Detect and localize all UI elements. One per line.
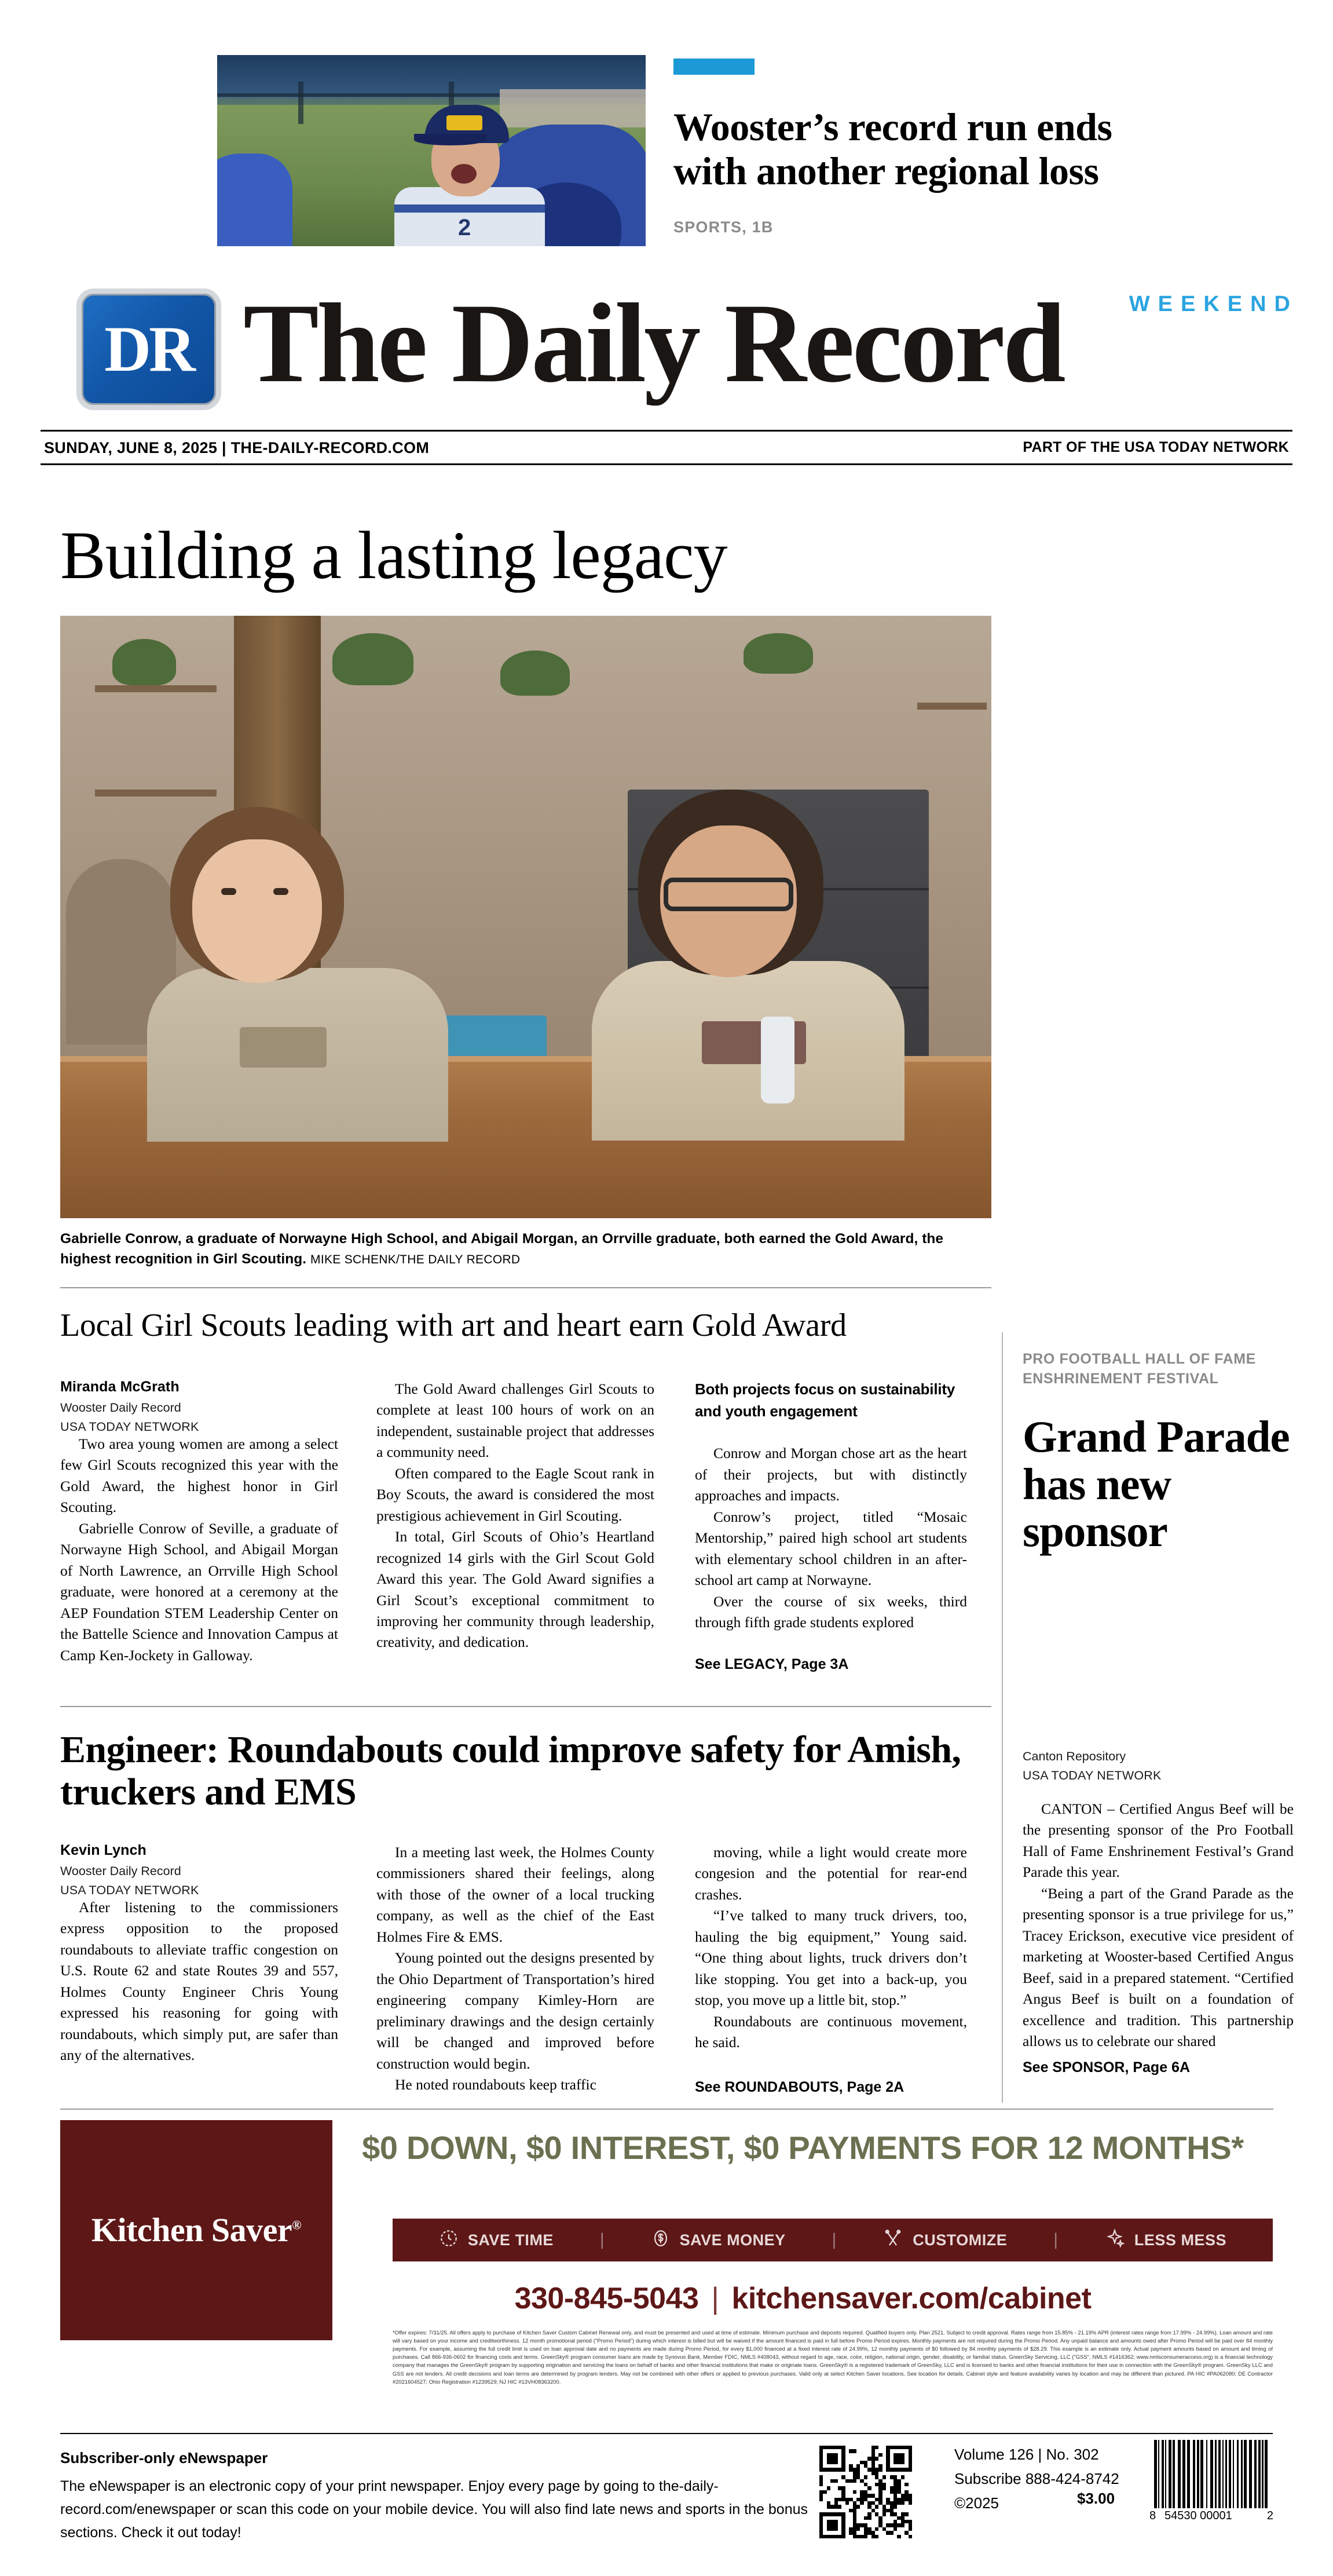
dr-logo-icon: [76, 288, 221, 410]
story2-c3-p3: Roundabouts are continuous movement, he said.: [695, 2012, 967, 2051]
story1-column-2: [376, 1379, 654, 1653]
masthead: [0, 272, 1333, 475]
story1-jumpline[interactable]: See LEGACY, Page 3A: [695, 1656, 849, 1673]
rail-jumpline[interactable]: See SPONSOR, Page 6A: [1023, 2059, 1191, 2076]
story2-byline-name: Kevin Lynch: [60, 1842, 147, 1858]
qr-code[interactable]: [819, 2446, 912, 2538]
copyright: ©2025: [954, 2494, 999, 2512]
ad-benefit-save-money: [651, 2228, 786, 2252]
newspaper-title: The Daily Record: [243, 280, 1064, 406]
lead-photo: [60, 616, 991, 1218]
kitchen-saver-advertisement[interactable]: [60, 2120, 1273, 2385]
story1-column-1: [60, 1434, 338, 1666]
story2-c2-p2: Young pointed out the designs presented by the Ohio Department of Transportation’s hired engineering company Kimley-Horn are preliminary drawings and the design certainly will be changed and improved before construction would begin.: [376, 1949, 654, 2072]
tools-icon: [882, 2228, 903, 2253]
edition-label: WEEKEND: [1129, 292, 1298, 316]
ad-website[interactable]: kitchensaver.com/cabinet: [731, 2282, 1092, 2315]
rail-byline-org: Canton Repository: [1023, 1749, 1126, 1763]
story2-column-1: [60, 1897, 338, 2066]
teaser-photo: 2: [217, 55, 646, 246]
story2-headline[interactable]: Engineer: Roundabouts could improve safety for Amish, truckers and EMS: [60, 1729, 961, 1813]
masthead-divider-bottom: [41, 463, 1292, 465]
ad-brand-name: Kitchen Saver: [91, 2210, 292, 2249]
story1-c2-p3: In total, Girl Scouts of Ohio’s Heartland recognized 14 girls with the Girl Scout Gold Award this year. The Gold Award signifies a Girl Scout’s exceptional commitment to improving her community through leadership, creativity, and dedication.: [376, 1528, 654, 1651]
story1-c2-p1: The Gold Award challenges Girl Scouts to complete at least 100 hours of work on an independent, sustainable project that addresses a community need.: [376, 1380, 654, 1461]
rail-p1: CANTON – Certified Angus Beef will be the presenting sponsor of the Pro Football Hall of Fame Enshrinement Festival’s Grand Parade this year.: [1023, 1800, 1294, 1881]
caption-text: Gabrielle Conrow, a graduate of Norwayne High School, and Abigail Morgan, an Orrville graduate, both earned the Gold Award, the highest recognition in Girl Scouting.: [60, 1231, 944, 1267]
teaser-section-label: SPORTS, 1B: [673, 218, 774, 236]
subscribe-phone: Subscribe 888-424-8742: [954, 2470, 1119, 2488]
ad-benefit-save-time: [439, 2228, 554, 2252]
story2-c2-p1: In a meeting last week, the Holmes County commissioners shared their feelings, along with those of the owner of a local trucking company, as well as the chief of the East Holmes Fire & EMS.: [376, 1844, 654, 1945]
story1-c3-p2: Conrow’s project, titled “Mosaic Mentorship,” paired high school art students with elementary school children in an after-school art camp at Norwayne.: [695, 1508, 967, 1589]
story1-headline[interactable]: Local Girl Scouts leading with art and heart earn Gold Award: [60, 1307, 847, 1343]
story1-c1-p1: Two area young women are among a select few Girl Scouts recognized this year with the Gold Award, the highest honor in Girl Scouting.: [60, 1435, 338, 1516]
footer-divider: [60, 2433, 1273, 2434]
ad-bar-separator: |: [1053, 2230, 1058, 2249]
rail-byline: [1023, 1749, 1295, 1783]
rail-p2: “Being a part of the Grand Parade as the presenting sponsor is a true privilege for us,” Tracey Erickson, executive vice president of marketing at Wooster-based Certified Angus Beef, said in a prepared statement. “Certified Angus Beef is built on a foundation of excellence and tradition. This partnership allows us to celebrate our shared: [1023, 1884, 1294, 2049]
footer-body: The eNewspaper is an electronic copy of your print newspaper. Enjoy every page by going to the-daily-record.com/enewspaper or scan this code on your mobile device. You will also find late news and sports in the bonus sections. Check it out today!: [60, 2478, 808, 2541]
cover-price: $3.00: [1077, 2490, 1115, 2507]
ad-bar-separator: |: [599, 2230, 605, 2249]
ad-benefit-label-1: SAVE TIME: [467, 2231, 554, 2249]
clock-icon: [439, 2228, 459, 2252]
rail-column: [1023, 1799, 1294, 2052]
divider-above-ad: [60, 2109, 1273, 2110]
story2-byline: [60, 1842, 303, 1898]
barcode-digit-left: 8: [1149, 2509, 1156, 2522]
story1-column-3: [695, 1379, 967, 1673]
story1-byline-org: Wooster Daily Record: [60, 1401, 181, 1415]
ad-benefit-label-4: LESS MESS: [1134, 2231, 1226, 2249]
story2-jumpline[interactable]: See ROUNDABOUTS, Page 2A: [695, 2078, 904, 2095]
lead-headline[interactable]: Building a lasting legacy: [60, 517, 727, 593]
story2-column-2: [376, 1842, 654, 2095]
story2-byline-network: USA TODAY NETWORK: [60, 1883, 199, 1897]
volume-number: Volume 126 | No. 302: [954, 2446, 1099, 2463]
barcode-digit-mid: 54530 00001: [1164, 2509, 1232, 2522]
story2-c1-p1: After listening to the commissioners express opposition to the proposed roundabouts to alleviate traffic congestion on U.S. Route 62 and state Routes 39 and 557, Holmes County Engineer Chris Young expressed his reasoning for going with roundabouts, which simply put, are safer than any of the alternatives.: [60, 1899, 338, 2064]
vertical-divider-rail: [1002, 1332, 1003, 2103]
photo-credit: MIKE SCHENK/THE DAILY RECORD: [310, 1252, 521, 1266]
ad-headline: $0 DOWN, $0 INTEREST, $0 PAYMENTS FOR 12 MONTHS*: [362, 2129, 1244, 2166]
network-label: PART OF THE USA TODAY NETWORK: [1023, 439, 1289, 455]
story1-byline: [60, 1379, 303, 1434]
dr-logo-text: DR: [104, 313, 193, 385]
story1-c3-p3: Over the course of six weeks, third through fifth grade students explored: [695, 1592, 967, 1631]
ad-benefit-less-mess: [1104, 2228, 1226, 2253]
story2-c2-p3: He noted roundabouts keep traffic: [395, 2076, 596, 2093]
story2-c3-p2: “I’ve talked to many truck drivers, too, hauling the big equipment,” Young said. “One thing about lights, truck drivers don’t like stopping. You get into a back-up, you stop, you move up a little bit, stop.”: [695, 1907, 967, 2009]
rail-kicker: PRO FOOTBALL HALL OF FAME ENSHRINEMENT FESTIVAL: [1023, 1351, 1256, 1387]
teaser-accent-rule: [673, 59, 755, 75]
story2-byline-org: Wooster Daily Record: [60, 1864, 181, 1878]
story1-byline-network: USA TODAY NETWORK: [60, 1420, 199, 1434]
ad-contact-line[interactable]: 330-845-5043 | kitchensaver.com/cabinet: [514, 2282, 1092, 2315]
lead-photo-caption: [60, 1229, 991, 1270]
publication-date: SUNDAY, JUNE 8, 2025 | THE-DAILY-RECORD.COM: [44, 439, 430, 456]
ad-fine-print: *Offer expires: 7/31/25. All offers apply to purchase of Kitchen Saver Custom Cabinet Renewal only, and must be presented and used at time of estimate. Minimum purchase and deposits required. Qualified buyers only. Plan 2521. Subject to credit approval. Rates range from 15.85% - 21.19% APR (interest rates range from 17.99% - 24.99%). Loan amount and rate will vary based on your income and creditworthiness. 12 month promotional period ("Promo Period") during which interest is billed but will be waived if the amount financed is paid in full before Promo Period expires. Monthly payments are not required during the Promo Period. Any unpaid balance and amounts owed after Promo Period will be paid over 84 monthly payments. For example, assuming the full credit limit is used on loan approval date and no payments are made during Promo Period, for every $1,000 financed at a fixed interest rate of 24.99%, 12 monthly payments of $0 followed by 84 monthly payments of $28.29. This example is an estimate only. Actual payment amounts based on amount and timing of purchases. Call 866-936-0602 for financing costs and terms. GreenSky® program consumer loans are made by Synovus Bank, Member FDIC, NMLS #408043, without regard to age, race, color, religion, national origin, gender, disability, or familial status. GreenSky Servicing, LLC ("GSS", NMLS #1416362; www.nmlsconsumeraccess.org) is a financial technology company that manages the GreenSky® program by supporting origination and servicing the loans on behalf of banks and other financial institutions that make or originate loans. GreenSky® is a registered trademark of GreenSky, LLC and is licensed to banks and other financial institutions for their use in connection with the GreenSky® program. GreenSky LLC and GSS are not lenders. All credit decisions and loan terms are determined by program lenders. May not be combined with other offers or applied to previous purchases. Valid only at select Kitchen Saver locations. See location for details. Cabinet style and feature availability varies by location and may be different than pictured. PA HIC #PA062080; DE Contractor #2021604527; Ohio Registration #1239529; NJ HIC #13VH08363200.: [393, 2329, 1273, 2385]
top-teaser: [0, 0, 1333, 266]
story1-c1-p2: Gabrielle Conrow of Seville, a graduate of Norwayne High School, and Abigail Morgan of North Lawrence, an Orrville High School graduate, were honored at a ceremony at the AEP Foundation STEM Leadership Center on the Battelle Science and Innovation Campus at Camp Ken-Jockety in Galloway.: [60, 1519, 338, 1664]
rail-headline[interactable]: Grand Parade has new sponsor: [1023, 1412, 1290, 1556]
rail-byline-network: USA TODAY NETWORK: [1023, 1769, 1162, 1782]
divider-above-story2: [60, 1706, 991, 1707]
story2-column-3: [695, 1842, 967, 2096]
ad-benefit-label-2: SAVE MONEY: [679, 2231, 786, 2249]
footer-title: Subscriber-only eNewspaper: [60, 2449, 268, 2467]
ad-phone[interactable]: 330-845-5043: [514, 2282, 699, 2315]
story1-byline-name: Miranda McGrath: [60, 1379, 180, 1395]
ad-benefit-customize: [882, 2228, 1007, 2253]
ad-brand-trademark: ®: [292, 2217, 302, 2232]
ad-bar-separator: |: [832, 2230, 837, 2249]
barcode: [1149, 2440, 1273, 2527]
barcode-digit-right: 2: [1266, 2509, 1273, 2522]
story1-c3-p1: Conrow and Morgan chose art as the heart of their projects, but with distinctly approaches and impacts.: [695, 1445, 967, 1504]
ad-brand-block: [60, 2120, 332, 2340]
story2-c3-p1: moving, while a light would create more congesion and the potential for rear-end crashes.: [695, 1844, 967, 1903]
sparkle-icon: [1104, 2228, 1125, 2253]
masthead-divider-top: [41, 430, 1292, 432]
divider-above-story1: [60, 1287, 991, 1288]
story1-c2-p2: Often compared to the Eagle Scout rank in Boy Scouts, the award is considered the most prestigious achievement in Girl Scouting.: [376, 1464, 654, 1524]
story1-subhead: Both projects focus on sustainability and youth engagement: [695, 1380, 955, 1420]
ad-benefit-label-3: CUSTOMIZE: [913, 2231, 1008, 2249]
dollar-icon: [651, 2228, 671, 2252]
teaser-headline[interactable]: Wooster’s record run ends with another regional loss: [673, 105, 1112, 193]
ad-benefits-bar: [393, 2219, 1273, 2261]
